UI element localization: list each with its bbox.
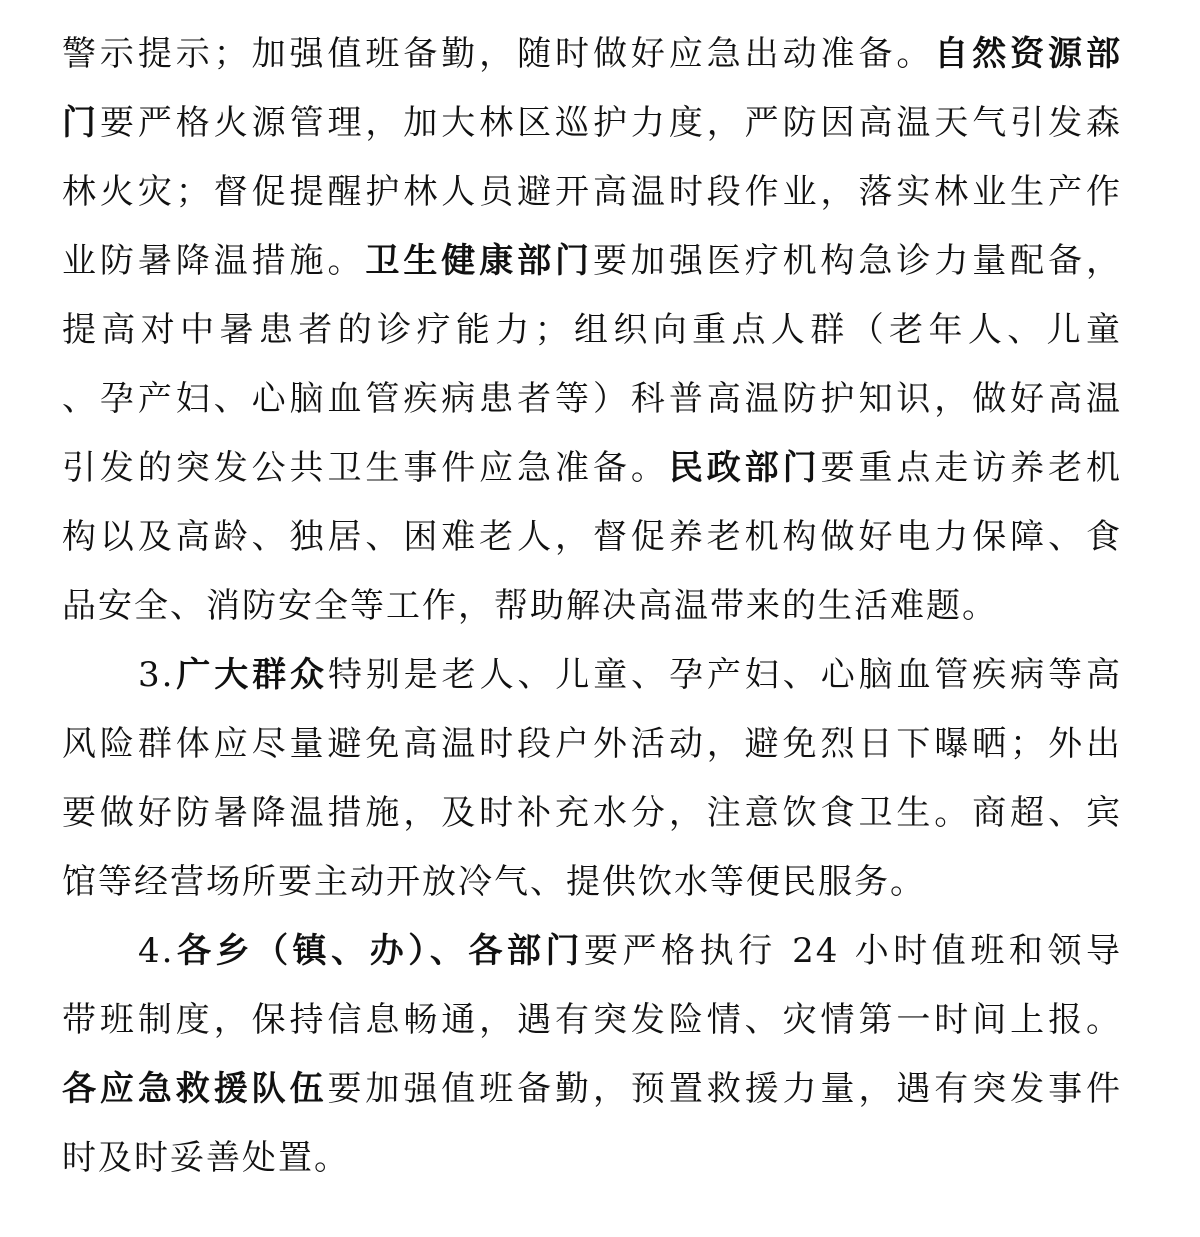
- bold-term-civil-affairs: 民政部门: [668, 448, 821, 488]
- bold-term-public: 广大群众: [174, 655, 328, 695]
- bold-term-rescue-teams: 各应急救援队伍: [62, 1069, 328, 1109]
- text-line: 4.各乡（镇、办）、各部门要严格执行 24 小时值班和领导: [138, 931, 1122, 971]
- text-line: 构以及高龄、独居、困难老人，督促养老机构做好电力保障、食: [62, 517, 1122, 557]
- text-line: 林火灾；督促提醒护林人员避开高温时段作业，落实林业生产作: [62, 172, 1122, 212]
- text-line: 时及时妥善处置。: [62, 1138, 350, 1178]
- bold-term-townships: 各乡（镇、办）、各部门: [174, 931, 585, 971]
- bold-term-health: 卫生健康部门: [365, 241, 593, 281]
- text-line: 警示提示；加强值班备勤，随时做好应急出动准备。自然资源部: [62, 34, 1123, 74]
- bold-term-natural-resources: 自然资源部: [934, 34, 1123, 74]
- item-number: 4.: [138, 931, 175, 971]
- item-number: 3.: [138, 655, 175, 695]
- text-line: 各应急救援队伍要加强值班备勤，预置救援力量，遇有突发事件: [62, 1069, 1123, 1109]
- document-body: [62, 20, 1122, 1193]
- text-line: 品安全、消防安全等工作，帮助解决高温带来的生活难题。: [62, 586, 998, 626]
- text-line: 业防暑降温措施。卫生健康部门要加强医疗机构急诊力量配备，: [62, 241, 1123, 281]
- text-line: 门要严格火源管理，加大林区巡护力度，严防因高温天气引发森: [62, 103, 1123, 143]
- text-line: 馆等经营场所要主动开放冷气、提供饮水等便民服务。: [62, 862, 926, 902]
- paragraph-departments: [62, 20, 1122, 641]
- text-line: 引发的突发公共卫生事件应急准备。民政部门要重点走访养老机: [62, 448, 1123, 488]
- text-line: 、孕产妇、心脑血管疾病患者等）科普高温防护知识，做好高温: [62, 379, 1122, 419]
- text-line: 提高对中暑患者的诊疗能力；组织向重点人群（老年人、儿童: [62, 310, 1122, 350]
- text-line: 带班制度，保持信息畅通，遇有突发险情、灾情第一时间上报。: [62, 1000, 1122, 1040]
- text-line: 要做好防暑降温措施，及时补充水分，注意饮食卫生。商超、宾: [62, 793, 1122, 833]
- bold-term-natural-resources-cont: 门: [62, 103, 100, 143]
- paragraph-3-public: [62, 641, 1122, 917]
- paragraph-4-duty: [62, 917, 1122, 1193]
- text-line: 风险群体应尽量避免高温时段户外活动，避免烈日下曝晒；外出: [62, 724, 1122, 764]
- text-line: 3.广大群众特别是老人、儿童、孕产妇、心脑血管疾病等高: [138, 655, 1123, 695]
